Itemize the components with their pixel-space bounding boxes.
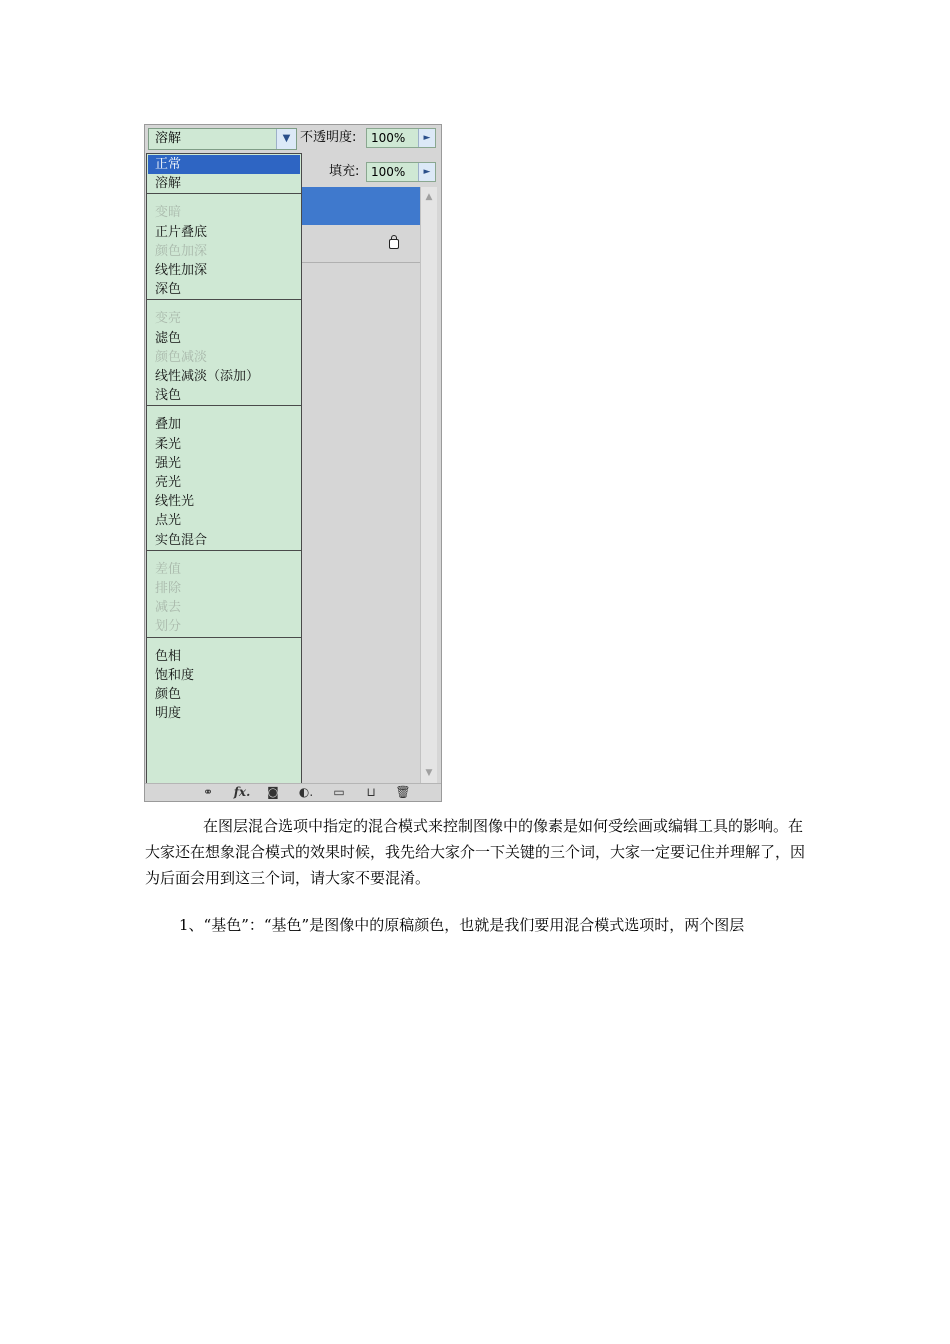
fill-value: 100%	[371, 165, 406, 179]
blend-mode-menu	[146, 153, 302, 801]
adjustment-icon[interactable]: ◐.	[298, 785, 314, 799]
menu-separator	[147, 299, 301, 300]
scrollbar[interactable]	[420, 187, 437, 783]
layer-row-selected[interactable]	[301, 187, 420, 225]
blend-mode-option[interactable]: 实色混合	[155, 532, 208, 548]
blend-mode-option: 划分	[155, 619, 182, 635]
blend-mode-option: 排除	[155, 581, 182, 596]
blend-mode-option[interactable]: 深色	[155, 282, 182, 298]
blend-mode-option[interactable]: 饱和度	[155, 667, 195, 683]
chevron-down-icon[interactable]: ▼	[276, 129, 296, 149]
blend-mode-option: 减去	[155, 600, 182, 616]
blend-mode-option[interactable]: 线性加深	[155, 263, 208, 278]
blend-mode-select[interactable]	[148, 128, 297, 150]
scroll-down-icon[interactable]: ▼	[425, 768, 433, 778]
layer-row-background[interactable]	[301, 225, 420, 263]
paragraph-2: 1、“基色”：“基色”是图像中的原稿颜色，也就是我们要用混合模式选项时，两个图层	[179, 916, 745, 934]
blend-mode-option[interactable]: 滤色	[155, 330, 182, 346]
blend-mode-value: 溶解	[155, 131, 182, 146]
fill-field[interactable]	[366, 162, 436, 182]
fill-arrow-icon[interactable]: ►	[418, 163, 435, 181]
blend-mode-option[interactable]: 色相	[155, 648, 182, 664]
menu-separator	[147, 637, 301, 638]
mask-icon[interactable]: ◙	[267, 785, 279, 799]
scroll-up-icon[interactable]: ▲	[425, 192, 433, 202]
blend-mode-option[interactable]: 柔光	[155, 436, 182, 452]
blend-mode-option[interactable]: 强光	[155, 455, 182, 471]
blend-mode-option[interactable]: 点光	[155, 513, 182, 529]
menu-separator	[147, 405, 301, 406]
lock-icon	[389, 239, 399, 249]
blend-mode-option: 颜色加深	[155, 243, 208, 259]
blend-mode-option: 变亮	[155, 311, 182, 327]
link-icon[interactable]: ⚭	[202, 785, 214, 799]
blend-mode-option[interactable]: 线性光	[155, 494, 195, 510]
blend-mode-option[interactable]: 浅色	[155, 388, 182, 404]
blend-mode-option[interactable]: 溶解	[155, 176, 182, 192]
blend-mode-option[interactable]: 颜色	[155, 687, 182, 702]
blend-mode-option[interactable]: 正常	[148, 155, 300, 174]
blend-mode-option[interactable]: 叠加	[155, 417, 182, 433]
opacity-value: 100%	[371, 131, 406, 145]
menu-separator	[147, 193, 301, 194]
paragraph-1: 在图层混合选项中指定的混合模式来控制图像中的像素是如何受绘画或编辑工具的影响。在大家还在想象混合模式的效果时候，我先给大家介一下关键的三个词，大家一定要记住并理解了，因为后面会用到这三个词，请大家不要混淆。	[145, 817, 806, 887]
fx-icon[interactable]: fx.	[233, 785, 251, 799]
blend-mode-option[interactable]: 线性减淡（添加）	[155, 369, 260, 384]
folder-icon[interactable]: ▭	[333, 785, 345, 799]
blend-mode-option[interactable]: 亮光	[155, 475, 182, 490]
menu-separator	[147, 550, 301, 551]
trash-icon[interactable]: 🗑	[395, 785, 411, 799]
blend-mode-option[interactable]: 正片叠底	[155, 224, 208, 240]
opacity-field[interactable]	[366, 128, 436, 148]
fill-label: 填充:	[329, 164, 360, 179]
opacity-label: 不透明度:	[300, 130, 357, 145]
opacity-arrow-icon[interactable]: ►	[418, 129, 435, 147]
layers-toolbar	[145, 783, 441, 801]
blend-mode-option: 差值	[155, 561, 182, 577]
layers-panel-screenshot	[144, 124, 442, 802]
blend-mode-option: 变暗	[155, 205, 182, 221]
new-layer-icon[interactable]: ⊔	[366, 785, 376, 799]
blend-mode-option: 颜色减淡	[155, 349, 208, 365]
blend-mode-option[interactable]: 明度	[155, 706, 182, 722]
